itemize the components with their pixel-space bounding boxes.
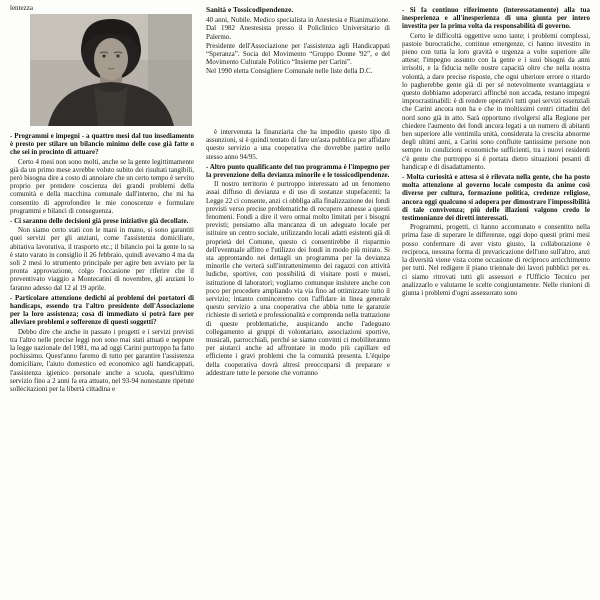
bio-title: Sanità e Tossicodipendenze. xyxy=(206,5,294,14)
cropped-text-fragment: lentezza xyxy=(10,4,33,12)
answer-paragraph: Programmi, progetti, ci hanno accomunato e consentito nella prima fase di superare le differenze, oggi dopo questi primi mesi posso confermare di aver visto giusto, la collaborazione è reciproca, nessuna forma di prevaricazione dell'uno sull'altro, anzi la diversità viene vista come occasione di reciproco arricchimento per tutti. Nel redigere il piano triennale dei lavori pubblici per es. ci siamo ritrovati tutti gli assessori e l'Ufficio Tecnico per analizzarlo e valutarne le scelte congiuntamente. Nelle riunioni di giunta i problemi d'ogni assessorato sono xyxy=(402,223,590,297)
column-2-paragraphs xyxy=(206,128,390,377)
bio-line: Presidente dell'Associazione per l'assistenza agli Handicappati “Speranza”. Socia del Movimento “Gruppo Donne '92”, e del Movimento Culturale Politico “Insieme per Carini”. xyxy=(206,41,390,67)
bio-block xyxy=(206,4,390,128)
column-1-paragraphs xyxy=(10,132,194,393)
question-paragraph: - Molta curiosità e attesa si è rilevata nella gente, che ha posto molta attenzione al governo locale composto da anime così diverse per cultura, formazione politica, credenze religiose, ancora oggi qualcuno si adopera per dimostrare l'impossibilità di tale convivenza; più delle illazioni valgono credo le testimonianze dei diretti interessati. xyxy=(402,173,590,223)
portrait-photo-illustration xyxy=(30,14,192,126)
answer-paragraph: Debbo dire che anche in passato i progetti e i servizi previsti tra l'altro nelle precise leggi non sono mai stati attuati e neppure la legge nazionale del 1981, ma ad oggi Carini purtroppo ha fatto pochissimo. Quest'anno faremo di tutto per garantire l'assistenza domiciliare, l'aiuto domestico ed economico agli handicappati, l'assistenza igienico personale anche a scuola, quest'ultimo servizio fino a 2 anni fa era attuato, nel 93-94 nonostante ripetute sollecitazioni per la libertà cittadina e xyxy=(10,327,194,394)
question-paragraph: - Programmi e impegni - a quattro mesi dal tuo insediamento è presto per stilare un bilancio minimo delle cose già fatte o che sei in procinto di attuare? xyxy=(10,132,194,157)
question-paragraph: - Particolare attenzione dedichi ai problemi dei portatori di handicaps, essendo tra l'altro presidente dell'Associazione per la loro assistenza; cosa di immediato si potrà fare per alleviare problemi e sofferenze di questi soggetti? xyxy=(10,293,194,327)
question-paragraph: - Ci saranno delle decisioni già prese iniziative già decollate. xyxy=(10,217,189,226)
answer-paragraph: Certo le difficoltà oggettive sono tante; i problemi complessi, pastoie burocratiche, continue emergenze, ci hanno investito in pieno con tutta la loro gravità e urgenza a volte superiore alle attese; l'impegno assunto con la gente e i suoi bisogni da anni irrisolti, e la fiducia nelle nostre capacità oltre che nella nostra volontà, a dare precise risposte, che ogni ulteriore errore o ritardo lo pagherebbe gente già di per sé notevolmente svantaggiata e questo dobbiamo adoperarci affinché non accada, restano impegni improcrastinabili: è di rendere operativi tutti quei servizi essenziali che Carini ancora non ha e che in moltissimi centri cittadini del nord sono già in atto. Sarà opportuno rivolgersi alla Regione per chiedere l'aumento dei fondi ancora legati a un numero di abitanti ben superiore alle ventimila unità, considerata la crescita abnorme degli ultimi anni, a Carini sono confluite tantissime persone non sempre in condizioni economiche sufficienti, tra i nuovi residenti c'è gente che purtroppo si è portata dietro situazioni pesanti di handicap e di disadattamento. xyxy=(402,31,590,171)
question-paragraph: - Altro punto qualificante del tuo programma è l'impegno per la prevenzione della devianza minorile e le tossicodipendenze. xyxy=(206,162,390,180)
bio-line: 40 anni, Nubile. Medico specialista in Anestesia e Rianimazione. Dal 1982 Anestesista presso il Policlinico Universitario di Palermo. xyxy=(206,16,390,41)
answer-paragraph: Non siamo certo stati con le mani in mano, si sono garantiti quei servizi per gli anziani, come l'assistenza domiciliare, abitativa lavorativa, il trasporto etc.; il bilancio poi la gente lo sa è stato varato in consiglio il 26 febbraio, quindi avevamo 4 ma da soli 2 mesi lo strumento principale per agire ben avviato per la pronta approvazione, colgo l'occasione per riferire che il preventivato viaggio a Montecatini di novembre, gli anziani lo faranno adesso dal 12 al 19 aprile. xyxy=(10,226,194,292)
column-3-paragraphs xyxy=(402,6,590,297)
answer-paragraph: Certo 4 mesi non sono molti, anche se la gente legittimamente già da un primo mese avrebbe voluto subito dei risultati tangibili, però bisogna dire a costo di annoiare che un certo tempo è servito proprio per prendere coscienza dei grandi problemi della comunità e della macchina comunale dall'interno, che mi ha consentito di approfondire le mie conoscenze e formulare programmi e bilanci di conseguenza. xyxy=(10,157,194,215)
portrait-photo xyxy=(30,14,192,126)
question-paragraph: - Si fa continuo riferimento (interessatamente) alla tua inesperienza e all'inesperienza di una giunta per intero investita per la prima volta da responsabilità di governo. xyxy=(402,6,590,31)
answer-paragraph: Il nostro territorio è purtroppo interessato ad un fenomeno assai diffuso di devianza e di uso di sostanze stupefacenti; la Legge 22 ci consente, anzi ci obbliga alla finalizzazione dei fondi previsti verso precise problematiche di recupero annesse a questi fenomeni. Fondi a dire il vero ormai molto limitati per i bisogni previsti; pensiamo alla mancanza di un adeguato locale per istituire un centro sociale, utilizzando locali adatti esistenti già di proprietà del Comune, questo ci consentirebbe il risparmio dell'eventuale affitto e l'utilizzo dei fondi in modo più mirato. Si sta approntando nei dettagli un programma per la devianza minorile che verterà sull'intrattenimento dei ragazzi con attività ludiche, sportive, con possibilità di visitare posti e musei, istituzione di laboratori; vogliamo comunque insistere anche con poco per procedere ampliando via via fino ad ottimizzare tutto il servizio; intanto cominceremo con l'affidare in linea generale questo servizio a una cooperativa che abbia tutte le garanzie richieste di serietà e professionalità e comprenda nella trattazione di queste problematiche, auspicando anche l'adeguato collegamento ai gruppi di volontariato, associazioni sportive, musicali, parrocchiali, perché se siamo convinti ci mobiliteranno per aiutarci anche ad affrontare in modo più capillare ed efficiente i gravi problemi che la comunità presenta. L'équipe della cooperativa dovrà altresì preoccuparsi di preparare e addestrare tutte le persone che vorranno xyxy=(206,180,390,377)
text-column-1 xyxy=(10,4,194,600)
text-column-2 xyxy=(206,4,390,600)
answer-paragraph: è intervenuta la finanziaria che ha impedito questo tipo di assunzioni, si è quindi tentato di fare un'asta pubblica per affidare questo servizio a una cooperativa che dovrebbe partire nello stesso anno 94/95. xyxy=(206,128,390,161)
bio-lines xyxy=(206,16,390,75)
text-column-3 xyxy=(402,4,590,600)
bio-line: Nel 1990 eletta Consigliere Comunale nelle liste della D.C. xyxy=(206,67,373,76)
